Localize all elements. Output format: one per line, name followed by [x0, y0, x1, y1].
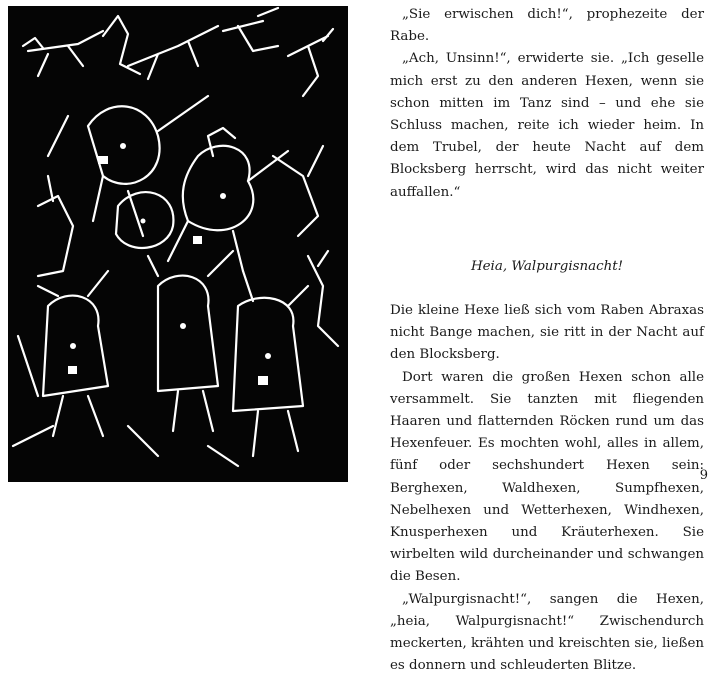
section-heading: Heia, Walpurgisnacht!	[470, 258, 624, 274]
paragraph-5: „Walpurgisnacht!“, sangen die Hexen, „heia, Walpurgisnacht!“ Zwischendurch meckerten, krähten und kreischten sie, ließen es donnern und schleuderten Blitze.	[390, 591, 704, 674]
paragraph-2: „Ach, Unsinn!“, erwiderte sie. „Ich geselle mich erst zu den anderen Hexen, wenn sie schon mitten im Tanz sind – und ehe sie Schluss machen, reite ich wieder heim. In dem Trubel, der heute Nacht auf dem Blocksberg herrscht, wird das nicht weiter auffallen.“	[390, 51, 704, 200]
witches-illustration	[8, 6, 348, 482]
text-column	[390, 4, 704, 677]
page-number: 9	[699, 468, 708, 483]
witches-dancing-illustration-icon	[8, 6, 348, 482]
paragraph-4: Dort waren die großen Hexen schon alle versammelt. Sie tanzten mit fliegenden Haaren und flatternden Röcken rund um das Hexenfeuer. Es mochten wohl, alles in allem, fünf oder sechshundert Hexen sein: Berghexen, Waldhexen, Sumpfhexen, Nebelhexen und Wetterhexen, Windhexen, Knusperhexen und Kräuterhexen. Sie wirbelten wild durcheinander und schwangen die Besen.	[390, 369, 704, 585]
paragraph-1: „Sie erwischen dich!“, prophezeite der Rabe.	[390, 7, 704, 45]
paragraph-3: Die kleine Hexe ließ sich vom Raben Abraxas nicht Bange machen, sie ritt in der Nacht auf den Blocksberg.	[390, 303, 704, 363]
